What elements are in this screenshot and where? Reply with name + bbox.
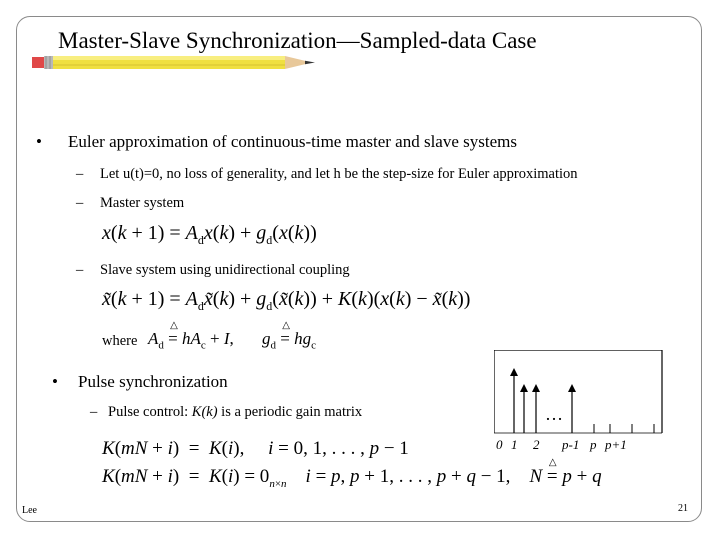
sub-bullet-let	[100, 166, 578, 183]
sub-let-text: Let u(t)=0, no loss of generality, and let h be the step-size for Euler approximation	[100, 166, 578, 182]
where-equation-g: $g_d$ = △ $hg_c$	[262, 320, 316, 352]
sub-let-dash: –	[76, 166, 84, 182]
pulse-label-0: 0	[496, 437, 503, 452]
sub-control-dash: –	[90, 404, 98, 420]
bullet-euler-text: Euler approximation of continuous-time master and slave systems	[68, 132, 517, 151]
pulse-train-diagram	[494, 350, 674, 460]
pulse-label-p: p	[590, 437, 597, 452]
bullet-2-marker: •	[52, 372, 58, 391]
master-equation: $x(k + 1) = A_dx(k) + g_d(x(k))$	[102, 222, 317, 247]
bullet-1-marker: •	[36, 132, 42, 151]
pencil-icon	[30, 52, 320, 74]
pulse-label-p1: p+1	[605, 437, 627, 452]
pulse-equation-1: K(mN + i) = K(i), i = 0, 1, . . . , p − 1	[102, 438, 409, 459]
pulse-ellipsis: …	[545, 404, 563, 424]
footer-page-number: 21	[678, 503, 688, 514]
pulse-equation-2: $K(mN + i) = K(i) = 0_{n\times n}$ i = p, p + 1, . . . , p + q − 1, N = △ p + q	[102, 457, 602, 490]
footer-author: Lee	[22, 505, 37, 516]
bullet-pulse-text: Pulse synchronization	[78, 372, 228, 391]
slave-equation: x̃(k + $1) = A_dx̃(k)$ + $g_d(x̃(k)) + K(k)(x(k)$ − x̃(k))	[102, 288, 471, 313]
where-equation-a: $A_d$ = △ $hA_c + I$,	[148, 320, 234, 352]
sub-bullet-master: Master system	[100, 195, 185, 211]
pulse-label-p-1: p-1	[562, 437, 580, 452]
pulse-label-2: 2	[533, 437, 540, 452]
sub-master-dash: –	[76, 195, 84, 211]
sub-slave-dash: –	[76, 262, 84, 278]
slide-title: Master-Slave Synchronization—Sampled-data Case	[58, 28, 537, 53]
where-label: where	[102, 333, 138, 349]
pulse-label-1: 1	[511, 437, 518, 452]
sub-bullet-slave: Slave system using unidirectional coupling	[100, 262, 350, 278]
sub-bullet-control: Pulse control: K(k) is a periodic gain matrix	[108, 404, 363, 420]
